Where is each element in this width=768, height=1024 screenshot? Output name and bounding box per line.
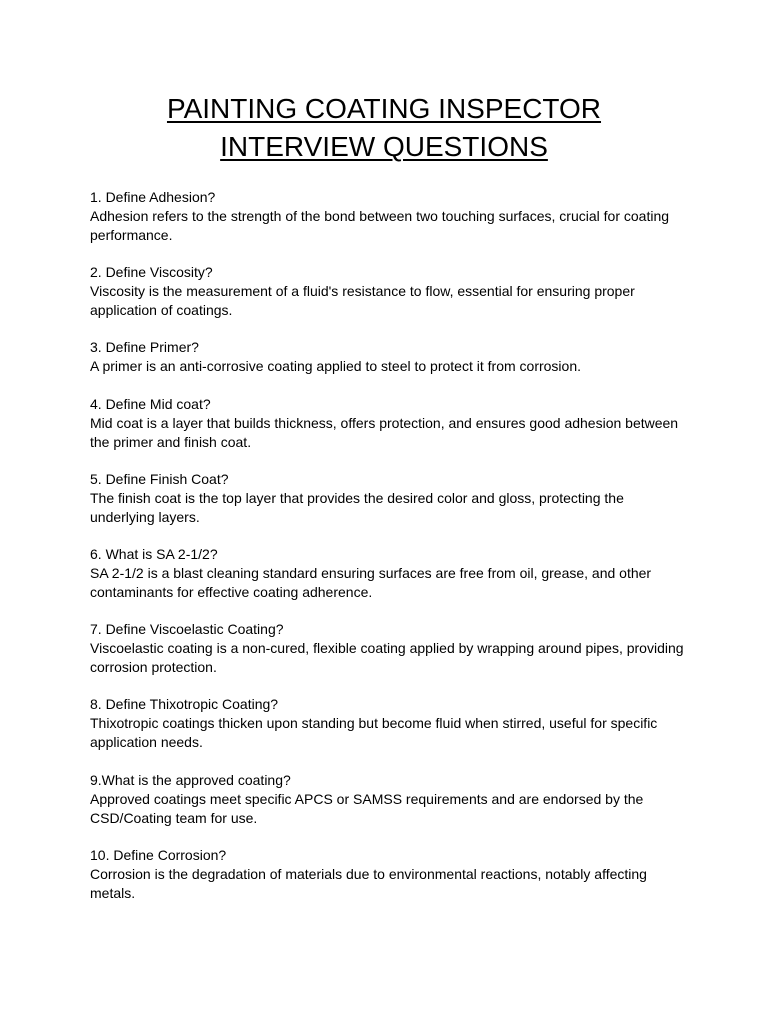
question-text: 10. Define Corrosion? xyxy=(90,846,227,863)
answer-text: Viscoelastic coating is a non-cured, flexible coating applied by wrapping around pipes, providing corrosion protection. xyxy=(90,640,684,676)
title-line-1: PAINTING COATING INSPECTOR xyxy=(166,93,602,124)
answer-text: A primer is an anti-corrosive coating applied to steel to protect it from corrosion. xyxy=(90,358,581,375)
question-text: 1. Define Adhesion? xyxy=(90,189,216,205)
qa-item xyxy=(90,620,690,677)
answer-text: Mid coat is a layer that builds thickness, offers protection, and ensures good adhesion between the primer and finish coat. xyxy=(90,414,679,450)
question-text: 7. Define Viscoelastic Coating? xyxy=(90,621,284,638)
qa-item xyxy=(90,395,690,452)
question-text: 8. Define Thixotropic Coating? xyxy=(90,696,279,713)
qa-item xyxy=(90,771,690,828)
page-title xyxy=(0,90,768,166)
qa-item xyxy=(90,695,690,752)
qa-item xyxy=(90,545,690,602)
question-text: 2. Define Viscosity? xyxy=(90,264,213,281)
qa-item xyxy=(90,470,690,527)
qa-item xyxy=(90,263,690,320)
answer-text: SA 2-1/2 is a blast cleaning standard ensuring surfaces are free from oil, grease, and other contaminants for effective coating adherence. xyxy=(90,564,652,600)
qa-item xyxy=(90,338,690,376)
question-list xyxy=(90,188,690,921)
title-line-2: INTERVIEW QUESTIONS xyxy=(220,131,548,162)
answer-text: The finish coat is the top layer that provides the desired color and gloss, protecting the underlying layers. xyxy=(90,489,624,525)
answer-text: Adhesion refers to the strength of the bond between two touching surfaces, crucial for coating performance. xyxy=(90,208,670,243)
question-text: 9.What is the approved coating? xyxy=(90,771,291,788)
answer-text: Corrosion is the degradation of materials due to environmental reactions, notably affecting metals. xyxy=(90,865,647,901)
question-text: 4. Define Mid coat? xyxy=(90,395,211,412)
answer-text: Viscosity is the measurement of a fluid's resistance to flow, essential for ensuring proper application of coatings. xyxy=(90,283,635,319)
answer-text: Approved coatings meet specific APCS or SAMSS requirements and are endorsed by the CSD/Coating team for use. xyxy=(90,790,644,826)
question-text: 6. What is SA 2-1/2? xyxy=(90,545,218,562)
qa-item xyxy=(90,188,690,245)
question-text: 5. Define Finish Coat? xyxy=(90,470,229,487)
question-text: 3. Define Primer? xyxy=(90,339,199,356)
qa-item xyxy=(90,846,690,903)
answer-text: Thixotropic coatings thicken upon standing but become fluid when stirred, useful for specific application needs. xyxy=(90,715,658,751)
